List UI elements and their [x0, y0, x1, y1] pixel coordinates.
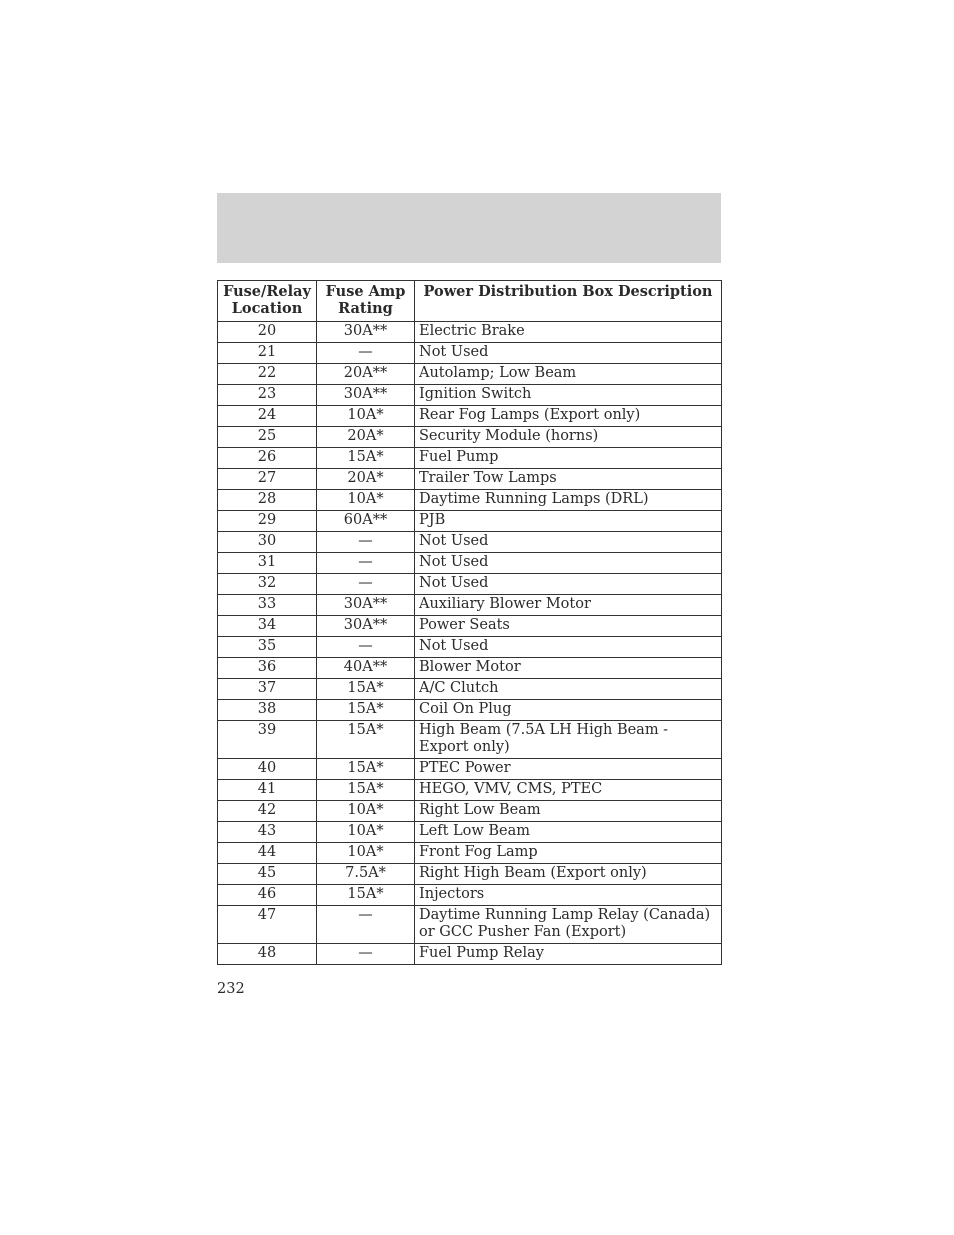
table-row — [218, 574, 722, 595]
fuse-location-cell: 42 — [218, 801, 317, 822]
fuse-table — [217, 280, 722, 965]
fuse-description-cell: Trailer Tow Lamps — [415, 469, 722, 490]
fuse-description-cell: Daytime Running Lamps (DRL) — [415, 490, 722, 511]
fuse-description-cell: Auxiliary Blower Motor — [415, 595, 722, 616]
fuse-description-cell: Not Used — [415, 553, 722, 574]
fuse-amp-cell: 60A** — [317, 511, 415, 532]
fuse-location-cell: 22 — [218, 364, 317, 385]
table-header-row — [218, 281, 722, 322]
table-row — [218, 637, 722, 658]
fuse-amp-cell: 20A** — [317, 364, 415, 385]
fuse-amp-cell: 15A* — [317, 721, 415, 759]
fuse-description-cell: Left Low Beam — [415, 822, 722, 843]
fuse-description-cell: HEGO, VMV, CMS, PTEC — [415, 780, 722, 801]
fuse-location-cell: 48 — [218, 944, 317, 965]
fuse-location-cell: 26 — [218, 448, 317, 469]
fuse-description-cell: High Beam (7.5A LH High Beam - Export only) — [415, 721, 722, 759]
fuse-location-cell: 43 — [218, 822, 317, 843]
fuse-location-cell: 20 — [218, 322, 317, 343]
table-row — [218, 906, 722, 944]
fuse-location-cell: 44 — [218, 843, 317, 864]
table-row — [218, 822, 722, 843]
fuse-description-cell: Rear Fog Lamps (Export only) — [415, 406, 722, 427]
table-row — [218, 553, 722, 574]
fuse-location-cell: 28 — [218, 490, 317, 511]
fuse-location-cell: 25 — [218, 427, 317, 448]
fuse-location-cell: 37 — [218, 679, 317, 700]
table-row — [218, 864, 722, 885]
table-row — [218, 885, 722, 906]
table-row — [218, 490, 722, 511]
fuse-description-cell: Power Seats — [415, 616, 722, 637]
fuse-location-cell: 30 — [218, 532, 317, 553]
fuse-description-cell: Injectors — [415, 885, 722, 906]
fuse-amp-cell: 15A* — [317, 780, 415, 801]
fuse-amp-cell: 10A* — [317, 490, 415, 511]
fuse-amp-cell: — — [317, 574, 415, 595]
fuse-amp-cell: 10A* — [317, 843, 415, 864]
fuse-location-cell: 38 — [218, 700, 317, 721]
fuse-description-cell: Not Used — [415, 532, 722, 553]
table-row — [218, 759, 722, 780]
fuse-amp-cell: 40A** — [317, 658, 415, 679]
fuse-location-cell: 34 — [218, 616, 317, 637]
fuse-description-cell: Blower Motor — [415, 658, 722, 679]
fuse-location-cell: 29 — [218, 511, 317, 532]
fuse-description-cell: Right High Beam (Export only) — [415, 864, 722, 885]
fuse-description-cell: Not Used — [415, 343, 722, 364]
fuse-location-cell: 39 — [218, 721, 317, 759]
table-row — [218, 469, 722, 490]
fuse-amp-cell: 30A** — [317, 616, 415, 637]
table-body — [218, 322, 722, 965]
fuse-location-cell: 27 — [218, 469, 317, 490]
table-row — [218, 427, 722, 448]
fuse-amp-cell: 30A** — [317, 322, 415, 343]
page-number: 232 — [217, 981, 245, 997]
table-row — [218, 385, 722, 406]
fuse-amp-cell: 10A* — [317, 406, 415, 427]
fuse-location-cell: 40 — [218, 759, 317, 780]
fuse-description-cell: Not Used — [415, 637, 722, 658]
table-row — [218, 721, 722, 759]
fuse-amp-cell: — — [317, 553, 415, 574]
table-row — [218, 801, 722, 822]
fuse-amp-cell: — — [317, 343, 415, 364]
fuse-amp-cell: 10A* — [317, 822, 415, 843]
fuse-location-cell: 24 — [218, 406, 317, 427]
fuse-amp-cell: 20A* — [317, 427, 415, 448]
fuse-amp-cell: 7.5A* — [317, 864, 415, 885]
table-row — [218, 616, 722, 637]
fuse-location-cell: 46 — [218, 885, 317, 906]
table-row — [218, 658, 722, 679]
fuse-amp-cell: — — [317, 637, 415, 658]
table-row — [218, 780, 722, 801]
fuse-description-cell: Right Low Beam — [415, 801, 722, 822]
fuse-amp-cell: — — [317, 532, 415, 553]
fuse-location-cell: 33 — [218, 595, 317, 616]
fuse-description-cell: Security Module (horns) — [415, 427, 722, 448]
fuse-location-cell: 41 — [218, 780, 317, 801]
fuse-description-cell: Front Fog Lamp — [415, 843, 722, 864]
fuse-location-cell: 31 — [218, 553, 317, 574]
fuse-description-cell: Autolamp; Low Beam — [415, 364, 722, 385]
table-row — [218, 700, 722, 721]
fuse-location-cell: 32 — [218, 574, 317, 595]
fuse-amp-cell: — — [317, 944, 415, 965]
fuse-amp-cell: 15A* — [317, 448, 415, 469]
fuse-description-cell: Coil On Plug — [415, 700, 722, 721]
section-header-band — [217, 193, 721, 263]
fuse-description-cell: Fuel Pump — [415, 448, 722, 469]
fuse-amp-cell: 10A* — [317, 801, 415, 822]
fuse-location-cell: 35 — [218, 637, 317, 658]
fuse-location-cell: 21 — [218, 343, 317, 364]
fuse-amp-cell: 30A** — [317, 595, 415, 616]
table-row — [218, 343, 722, 364]
fuse-amp-cell: 15A* — [317, 759, 415, 780]
fuse-location-cell: 36 — [218, 658, 317, 679]
table-row — [218, 322, 722, 343]
fuse-amp-cell: 15A* — [317, 679, 415, 700]
table-row — [218, 843, 722, 864]
table-row — [218, 944, 722, 965]
fuse-amp-cell: 15A* — [317, 700, 415, 721]
fuse-location-cell: 47 — [218, 906, 317, 944]
header-location: Fuse/Relay Location — [218, 281, 317, 322]
table-row — [218, 511, 722, 532]
fuse-description-cell: Daytime Running Lamp Relay (Canada) or GCC Pusher Fan (Export) — [415, 906, 722, 944]
table-row — [218, 679, 722, 700]
fuse-description-cell: PJB — [415, 511, 722, 532]
fuse-amp-cell: 15A* — [317, 885, 415, 906]
fuse-location-cell: 45 — [218, 864, 317, 885]
table-row — [218, 364, 722, 385]
fuse-description-cell: PTEC Power — [415, 759, 722, 780]
table-row — [218, 448, 722, 469]
table-row — [218, 595, 722, 616]
header-amp-rating: Fuse Amp Rating — [317, 281, 415, 322]
fuse-description-cell: A/C Clutch — [415, 679, 722, 700]
fuse-location-cell: 23 — [218, 385, 317, 406]
fuse-amp-cell: 20A* — [317, 469, 415, 490]
fuse-amp-cell: — — [317, 906, 415, 944]
fuse-description-cell: Ignition Switch — [415, 385, 722, 406]
header-description: Power Distribution Box Description — [415, 281, 722, 322]
fuse-description-cell: Fuel Pump Relay — [415, 944, 722, 965]
table-row — [218, 406, 722, 427]
fuse-description-cell: Electric Brake — [415, 322, 722, 343]
table-row — [218, 532, 722, 553]
fuse-description-cell: Not Used — [415, 574, 722, 595]
fuse-amp-cell: 30A** — [317, 385, 415, 406]
